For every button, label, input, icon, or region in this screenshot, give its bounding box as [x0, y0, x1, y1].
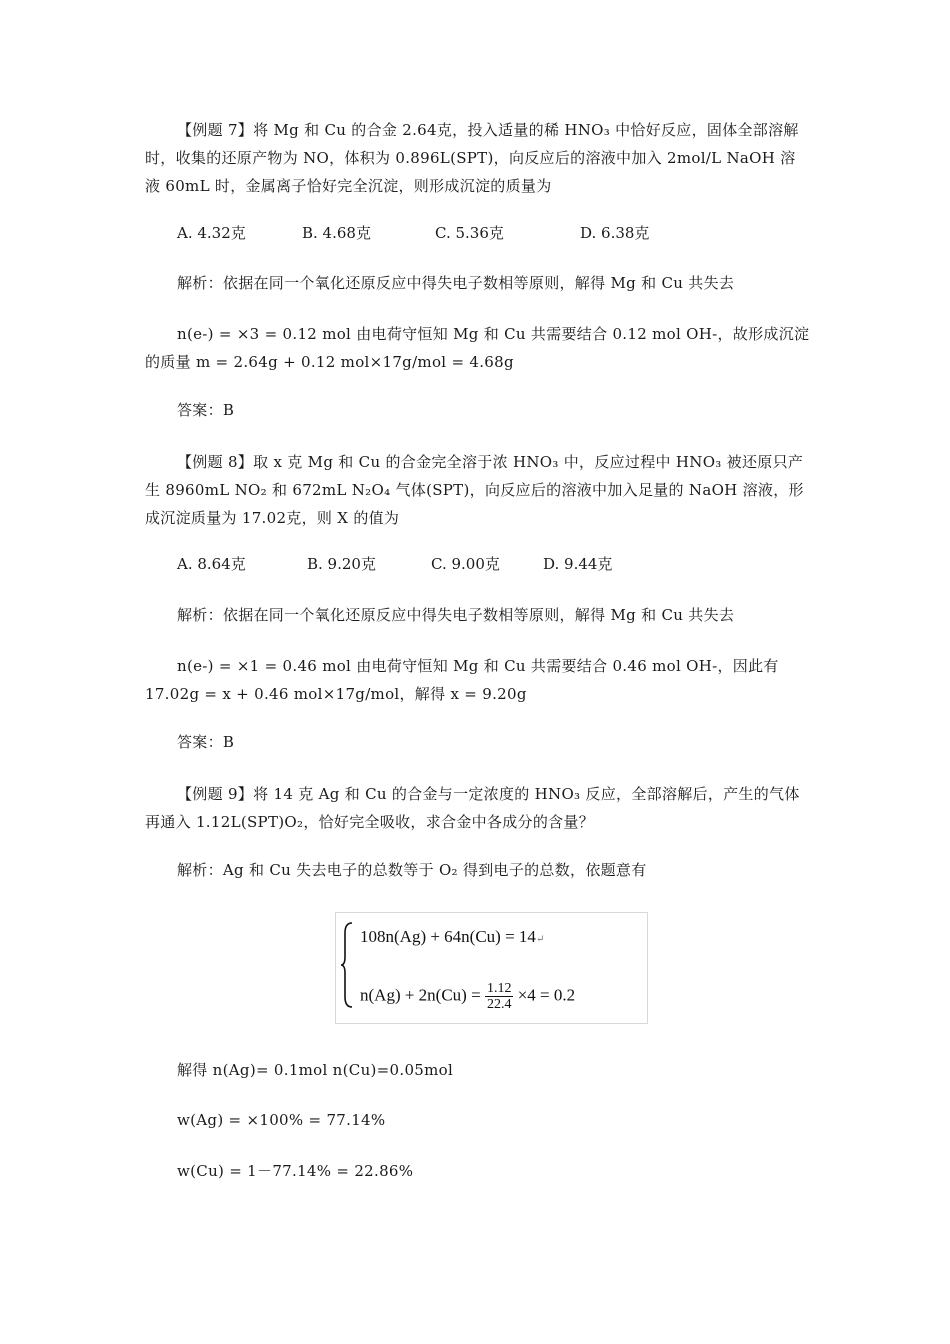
option-c: C. 9.00克 [431, 555, 500, 573]
equation-1: 108n(Ag) + 64n(Cu) = 14↵ [360, 927, 545, 946]
option-d: D. 6.38克 [580, 224, 650, 242]
equation-2: n(Ag) + 2n(Cu) = $\frac{1.12}{22.4}$ ×4 = 0.2 [360, 981, 576, 1012]
example-8-answer: 答案：B [177, 733, 235, 751]
option-b: B. 9.20克 [307, 555, 376, 573]
example-9-analysis: 解析：Ag 和 Cu 失去电子的总数等于 O₂ 得到电子的总数，依题意有 [177, 861, 647, 879]
option-d: D. 9.44克 [543, 555, 613, 573]
example-7-answer: 答案：B [177, 401, 235, 419]
example-8-question: 【例题 8】取 x 克 Mg 和 Cu 的合金完全溶于浓 HNO₃ 中，反应过程中 HNO₃ 被还原只产生 8960mL NO₂ 和 672mL N₂O₄ 气体(SPT)，向反应后的溶液中加入足量的 NaOH 溶液，形成沉淀质量为 17.02克，则 X 的值为 [145, 453, 804, 527]
example-7-analysis-intro: 解析：依据在同一个氧化还原反应中得失电子数相等原则，解得 Mg 和 Cu 共失去 [177, 274, 735, 292]
option-c: C. 5.36克 [435, 224, 504, 242]
option-b: B. 4.68克 [302, 224, 371, 242]
equation-system-image [335, 912, 648, 1024]
example-9-solve: 解得 n(Ag)= 0.1mol n(Cu)=0.05mol [177, 1061, 454, 1079]
example-8-analysis-body: n(e-) = ×1 = 0.46 mol 由电荷守恒知 Mg 和 Cu 共需要结合 0.46 mol OH-，因此有 17.02g = x + 0.46 mol×17g/mol，解得 x = 9.20g [145, 657, 779, 703]
option-a: A. 4.32克 [177, 224, 246, 242]
example-7-question: 【例题 7】将 Mg 和 Cu 的合金 2.64克，投入适量的稀 HNO₃ 中恰好反应，固体全部溶解时，收集的还原产物为 NO，体积为 0.896L(SPT)，向反应后的溶液中加入 2mol/L NaOH 溶液 60mL 时，金属离子恰好完全沉淀，则形成沉淀的质量为 [145, 121, 799, 195]
example-9-question: 【例题 9】将 14 克 Ag 和 Cu 的合金与一定浓度的 HNO₃ 反应，全部溶解后，产生的气体再通入 1.12L(SPT)O₂，恰好完全吸收，求合金中各成分的含量？ [145, 785, 800, 831]
example-9-w-cu: w(Cu) = 1－77.14% = 22.86% [177, 1162, 414, 1180]
option-a: A. 8.64克 [177, 555, 246, 573]
example-9-w-ag: w(Ag) = ×100% = 77.14% [177, 1111, 386, 1129]
example-8-analysis-intro: 解析：依据在同一个氧化还原反应中得失电子数相等原则，解得 Mg 和 Cu 共失去 [177, 606, 735, 624]
example-7-analysis-body: n(e-) = ×3 = 0.12 mol 由电荷守恒知 Mg 和 Cu 共需要结合 0.12 mol OH-，故形成沉淀的质量 m = 2.64g + 0.12 mol×17g/mol = 4.68g [145, 325, 810, 371]
brace-icon [340, 921, 354, 1009]
fraction: $\frac{1.12}{22.4}$ [486, 981, 512, 1012]
